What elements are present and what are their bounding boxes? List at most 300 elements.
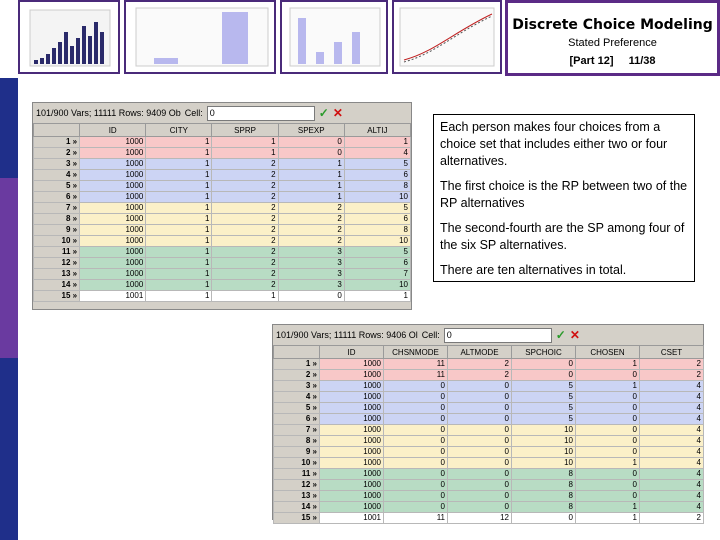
table-cell[interactable]: 1 — [146, 192, 212, 203]
column-header-altmode[interactable]: ALTMODE — [448, 346, 512, 359]
table-cell[interactable]: 1 — [344, 291, 410, 302]
table-cell[interactable]: 1001 — [80, 291, 146, 302]
table-cell[interactable]: 1 — [278, 159, 344, 170]
curve-thumbnail-icon — [394, 2, 500, 72]
thumbnail-bar-chart — [18, 0, 120, 74]
table-cell[interactable]: 8 — [512, 502, 576, 513]
table-cell[interactable]: 0 — [448, 469, 512, 480]
table-cell[interactable]: 10 — [512, 458, 576, 469]
table-row[interactable] — [34, 225, 411, 236]
table-cell[interactable]: 10 — [512, 436, 576, 447]
row-header[interactable] — [34, 214, 80, 225]
table-cell[interactable]: 10 — [344, 280, 410, 291]
table-row[interactable] — [274, 414, 704, 425]
table-cell[interactable]: 0 — [512, 359, 576, 370]
table-cell[interactable]: 1 — [146, 258, 212, 269]
table-cell[interactable]: 10 — [512, 425, 576, 436]
table-cell[interactable]: 0 — [448, 381, 512, 392]
table-cell[interactable]: 0 — [384, 491, 448, 502]
row-arrow-icon: » — [310, 403, 317, 412]
row-header[interactable] — [34, 269, 80, 280]
table-cell[interactable]: 10 — [344, 192, 410, 203]
row-header[interactable] — [34, 280, 80, 291]
table-cell[interactable]: 10 — [512, 447, 576, 458]
table-cell[interactable]: 1000 — [320, 414, 384, 425]
table-row[interactable] — [34, 159, 411, 170]
table-cell[interactable]: 0 — [384, 447, 448, 458]
table-cell[interactable]: 1 — [278, 192, 344, 203]
table-cell[interactable]: 1 — [576, 502, 640, 513]
table-cell[interactable]: 6 — [344, 258, 410, 269]
table-cell[interactable]: 1 — [146, 236, 212, 247]
table-cell[interactable]: 1000 — [320, 403, 384, 414]
row-arrow-icon: » — [70, 203, 78, 212]
row-header[interactable] — [34, 236, 80, 247]
table-cell[interactable]: 0 — [576, 392, 640, 403]
table-cell[interactable]: 0 — [512, 513, 576, 524]
thumbnail-histogram — [280, 0, 388, 74]
table-cell[interactable]: 2 — [212, 247, 278, 258]
row-arrow-icon: » — [310, 392, 317, 401]
table-cell[interactable]: 4 — [640, 502, 704, 513]
table-cell[interactable]: 1000 — [320, 458, 384, 469]
table-cell[interactable]: 1 — [146, 269, 212, 280]
table-cell[interactable]: 2 — [448, 370, 512, 381]
slide-title: Discrete Choice Modeling — [512, 17, 713, 33]
table-row[interactable] — [34, 192, 411, 203]
column-header-sprp[interactable]: SPRP — [212, 124, 278, 137]
table-cell[interactable]: 1 — [146, 280, 212, 291]
table-cell[interactable]: 1000 — [80, 148, 146, 159]
column-header-id[interactable]: ID — [80, 124, 146, 137]
table-cell[interactable]: 11 — [384, 359, 448, 370]
table-cell[interactable]: 4 — [640, 436, 704, 447]
row-number: 5 — [305, 403, 311, 412]
table-cell[interactable]: 2 — [212, 214, 278, 225]
table-cell[interactable]: 1000 — [320, 370, 384, 381]
table-cell[interactable]: 1 — [278, 181, 344, 192]
table-cell[interactable]: 0 — [384, 502, 448, 513]
table-cell[interactable]: 4 — [640, 480, 704, 491]
table-row[interactable] — [274, 381, 704, 392]
table-cell[interactable]: 2 — [212, 203, 278, 214]
column-header-spchoic[interactable]: SPCHOIC — [512, 346, 576, 359]
row-header[interactable] — [274, 392, 320, 403]
table-row[interactable] — [274, 425, 704, 436]
page-number: 11/38 — [628, 55, 656, 67]
corner-header — [34, 124, 80, 137]
bar-chart-thumbnail-icon — [20, 2, 118, 72]
table-row[interactable] — [34, 203, 411, 214]
table-cell[interactable]: 1 — [212, 137, 278, 148]
row-number: 6 — [305, 414, 311, 423]
table-cell[interactable]: 5 — [512, 403, 576, 414]
table-cell[interactable]: 2 — [212, 181, 278, 192]
table-cell[interactable]: 1000 — [80, 236, 146, 247]
table-cell[interactable]: 1 — [278, 170, 344, 181]
table-cell[interactable]: 2 — [278, 203, 344, 214]
table-cell[interactable]: 8 — [512, 469, 576, 480]
row-arrow-icon: » — [70, 291, 78, 300]
table-cell[interactable]: 2 — [640, 513, 704, 524]
table-row[interactable] — [34, 291, 411, 302]
table-row[interactable] — [34, 280, 411, 291]
thumbnail-bars — [124, 0, 276, 74]
table-cell[interactable]: 1 — [146, 225, 212, 236]
row-header[interactable] — [34, 181, 80, 192]
cell-input-2[interactable]: 0 — [444, 328, 552, 343]
cell-label-1: Cell: — [184, 108, 203, 118]
column-header-altij[interactable]: ALTIJ — [344, 124, 410, 137]
table-cell[interactable]: 4 — [640, 425, 704, 436]
table-cell[interactable]: 1 — [212, 148, 278, 159]
table-cell[interactable]: 1000 — [320, 381, 384, 392]
table-cell[interactable]: 1000 — [320, 480, 384, 491]
paragraph-rp: The first choice is the RP between two of the RP alternatives — [440, 179, 688, 210]
row-header[interactable] — [274, 414, 320, 425]
row-number: 10 — [61, 236, 71, 245]
table-cell[interactable]: 2 — [212, 159, 278, 170]
table-cell[interactable]: 2 — [278, 236, 344, 247]
table-cell[interactable]: 7 — [344, 269, 410, 280]
table-cell[interactable]: 6 — [344, 214, 410, 225]
table-cell[interactable]: 12 — [448, 513, 512, 524]
table-cell[interactable]: 5 — [344, 159, 410, 170]
table-cell[interactable]: 5 — [512, 381, 576, 392]
title-box — [505, 0, 720, 76]
row-header[interactable] — [34, 159, 80, 170]
table-cell[interactable]: 1000 — [320, 436, 384, 447]
table-cell[interactable]: 4 — [640, 403, 704, 414]
table-cell[interactable]: 0 — [576, 403, 640, 414]
table-cell[interactable]: 1 — [146, 247, 212, 258]
row-number: 4 — [305, 392, 311, 401]
row-number: 9 — [305, 447, 311, 456]
left-stripe-bottom — [0, 358, 18, 540]
row-number: 14 — [61, 280, 71, 289]
table-cell[interactable]: 1000 — [320, 425, 384, 436]
row-header[interactable] — [34, 192, 80, 203]
table-cell[interactable]: 0 — [384, 458, 448, 469]
table-cell[interactable]: 8 — [512, 480, 576, 491]
row-header[interactable] — [34, 291, 80, 302]
paragraph-total: There are ten alternatives in total. — [440, 263, 627, 277]
table-cell[interactable]: 3 — [278, 247, 344, 258]
table-cell[interactable]: 0 — [278, 291, 344, 302]
row-number: 11 — [301, 469, 311, 478]
table-row[interactable] — [274, 403, 704, 414]
table-cell[interactable]: 1001 — [320, 513, 384, 524]
table-cell[interactable]: 1 — [212, 291, 278, 302]
table-row[interactable] — [274, 392, 704, 403]
row-arrow-icon: » — [70, 258, 78, 267]
bars-thumbnail-icon — [126, 2, 274, 72]
grid-toolbar-2 — [273, 325, 703, 345]
column-header-cset[interactable]: CSET — [640, 346, 704, 359]
table-cell[interactable]: 1000 — [320, 392, 384, 403]
table-cell[interactable]: 1 — [146, 159, 212, 170]
row-arrow-icon: » — [310, 370, 317, 379]
table-row[interactable] — [274, 491, 704, 502]
table-cell[interactable]: 0 — [384, 403, 448, 414]
table-cell[interactable]: 2 — [640, 370, 704, 381]
table-cell[interactable]: 5 — [512, 414, 576, 425]
table-cell[interactable]: 4 — [640, 491, 704, 502]
table-row[interactable] — [34, 236, 411, 247]
table-cell[interactable]: 1 — [146, 137, 212, 148]
table-cell[interactable]: 3 — [278, 258, 344, 269]
row-number: 3 — [65, 159, 71, 168]
column-header-city[interactable]: CITY — [146, 124, 212, 137]
table-cell[interactable]: 0 — [448, 447, 512, 458]
table-cell[interactable]: 2 — [212, 269, 278, 280]
row-arrow-icon: » — [310, 513, 317, 522]
row-arrow-icon: » — [310, 425, 317, 434]
table-cell[interactable]: 2 — [640, 359, 704, 370]
table-cell[interactable]: 5 — [512, 392, 576, 403]
table-cell[interactable]: 3 — [278, 280, 344, 291]
table-row[interactable] — [274, 513, 704, 524]
table-row[interactable] — [34, 247, 411, 258]
table-cell[interactable]: 2 — [212, 170, 278, 181]
table-row[interactable] — [274, 447, 704, 458]
table-cell[interactable]: 3 — [278, 269, 344, 280]
table-cell[interactable]: 0 — [384, 414, 448, 425]
row-header[interactable] — [274, 480, 320, 491]
row-header[interactable] — [274, 359, 320, 370]
table-cell[interactable]: 1 — [146, 214, 212, 225]
table-cell[interactable]: 4 — [640, 414, 704, 425]
row-number: 8 — [65, 214, 71, 223]
table-cell[interactable]: 2 — [278, 214, 344, 225]
header-band — [0, 0, 720, 78]
table-cell[interactable]: 1000 — [80, 137, 146, 148]
row-arrow-icon: » — [310, 381, 317, 390]
table-cell[interactable]: 1 — [576, 513, 640, 524]
row-number: 1 — [305, 359, 311, 368]
table-row[interactable] — [34, 170, 411, 181]
row-arrow-icon: » — [70, 170, 78, 179]
row-header[interactable] — [34, 170, 80, 181]
table-row[interactable] — [34, 269, 411, 280]
row-number: 1 — [65, 137, 71, 146]
table-cell[interactable]: 0 — [448, 436, 512, 447]
row-header[interactable] — [274, 502, 320, 513]
table-cell[interactable]: 0 — [448, 392, 512, 403]
table-cell[interactable]: 1000 — [80, 181, 146, 192]
table-row[interactable] — [34, 181, 411, 192]
table-row[interactable] — [274, 502, 704, 513]
table-cell[interactable]: 1000 — [80, 170, 146, 181]
table-cell[interactable]: 1 — [576, 458, 640, 469]
table-cell[interactable]: 0 — [448, 458, 512, 469]
table-cell[interactable]: 4 — [640, 447, 704, 458]
table-cell[interactable]: 1000 — [80, 269, 146, 280]
table-cell[interactable]: 1 — [576, 359, 640, 370]
row-arrow-icon: » — [70, 214, 78, 223]
left-stripe-top — [0, 78, 18, 178]
row-arrow-icon: » — [70, 159, 78, 168]
table-row[interactable] — [274, 458, 704, 469]
table-cell[interactable]: 1000 — [80, 258, 146, 269]
table-cell[interactable]: 2 — [448, 359, 512, 370]
table-cell[interactable]: 0 — [448, 502, 512, 513]
row-header[interactable] — [34, 148, 80, 159]
data-table-2 — [273, 345, 704, 524]
table-cell[interactable]: 2 — [212, 225, 278, 236]
table-cell[interactable]: 0 — [576, 436, 640, 447]
row-header[interactable] — [34, 137, 80, 148]
table-cell[interactable]: 4 — [640, 469, 704, 480]
paragraph-choices: Each person makes four choices from a choice set that includes either two or four alternatives. — [440, 120, 668, 168]
table-cell[interactable]: 0 — [278, 148, 344, 159]
table-cell[interactable]: 1000 — [80, 203, 146, 214]
row-header[interactable] — [274, 458, 320, 469]
table-cell[interactable]: 8 — [344, 181, 410, 192]
table-cell[interactable]: 0 — [384, 480, 448, 491]
table-cell[interactable]: 1 — [146, 203, 212, 214]
table-cell[interactable]: 1 — [344, 137, 410, 148]
close-icon[interactable]: ✕ — [569, 328, 580, 342]
row-arrow-icon: » — [310, 502, 317, 511]
table-cell[interactable]: 1 — [146, 291, 212, 302]
table-row[interactable] — [34, 137, 411, 148]
row-header[interactable] — [34, 258, 80, 269]
table-cell[interactable]: 0 — [448, 425, 512, 436]
table-cell[interactable]: 4 — [640, 381, 704, 392]
table-cell[interactable]: 8 — [344, 225, 410, 236]
description-textbox — [433, 114, 695, 282]
column-header-id[interactable]: ID — [320, 346, 384, 359]
table-cell[interactable]: 2 — [212, 258, 278, 269]
table-cell[interactable]: 4 — [344, 148, 410, 159]
row-number: 15 — [61, 291, 71, 300]
table-row[interactable] — [34, 214, 411, 225]
table-cell[interactable]: 1000 — [320, 502, 384, 513]
row-header[interactable] — [274, 469, 320, 480]
row-header[interactable] — [34, 225, 80, 236]
table-cell[interactable]: 2 — [278, 225, 344, 236]
row-number: 11 — [61, 247, 71, 256]
grid-toolbar-1 — [33, 103, 411, 123]
table-cell[interactable]: 0 — [448, 403, 512, 414]
row-header[interactable] — [274, 447, 320, 458]
table-cell[interactable]: 1000 — [80, 247, 146, 258]
table-cell[interactable]: 4 — [640, 392, 704, 403]
row-arrow-icon: » — [70, 269, 78, 278]
table-cell[interactable]: 5 — [344, 247, 410, 258]
table-cell[interactable]: 1000 — [320, 447, 384, 458]
row-number: 12 — [301, 480, 311, 489]
column-header-chosen[interactable]: CHOSEN — [576, 346, 640, 359]
row-arrow-icon: » — [70, 181, 78, 190]
table-cell[interactable]: 1 — [576, 381, 640, 392]
table-cell[interactable]: 0 — [576, 447, 640, 458]
table-cell[interactable]: 1000 — [80, 280, 146, 291]
table-cell[interactable]: 0 — [448, 480, 512, 491]
table-row[interactable] — [274, 480, 704, 491]
check-icon[interactable]: ✓ — [318, 106, 329, 120]
table-cell[interactable]: 0 — [576, 480, 640, 491]
table-row[interactable] — [34, 148, 411, 159]
table-row[interactable] — [274, 359, 704, 370]
corner-header — [274, 346, 320, 359]
row-header[interactable] — [274, 436, 320, 447]
table-cell[interactable]: 5 — [344, 203, 410, 214]
table-cell[interactable]: 1 — [146, 148, 212, 159]
table-cell[interactable]: 1 — [146, 170, 212, 181]
row-number: 10 — [301, 458, 311, 467]
table-row[interactable] — [274, 436, 704, 447]
table-cell[interactable]: 0 — [448, 414, 512, 425]
row-header[interactable] — [274, 403, 320, 414]
table-cell[interactable]: 1000 — [320, 469, 384, 480]
table-cell[interactable]: 0 — [576, 370, 640, 381]
row-number: 15 — [301, 513, 311, 522]
table-cell[interactable]: 6 — [344, 170, 410, 181]
data-grid-window-2 — [272, 324, 704, 520]
table-cell[interactable]: 0 — [448, 491, 512, 502]
check-icon[interactable]: ✓ — [555, 328, 566, 342]
row-number: 12 — [61, 258, 71, 267]
table-cell[interactable]: 0 — [576, 425, 640, 436]
table-cell[interactable]: 8 — [512, 491, 576, 502]
table-cell[interactable]: 0 — [576, 469, 640, 480]
table-row[interactable] — [274, 469, 704, 480]
table-cell[interactable]: 1000 — [320, 491, 384, 502]
table-cell[interactable]: 0 — [576, 414, 640, 425]
table-cell[interactable]: 1000 — [80, 225, 146, 236]
table-cell[interactable]: 0 — [278, 137, 344, 148]
histogram-thumbnail-icon — [282, 2, 386, 72]
cell-input-1[interactable]: 0 — [207, 106, 315, 121]
row-header[interactable] — [34, 247, 80, 258]
table-cell[interactable]: 1000 — [80, 159, 146, 170]
table-cell[interactable]: 1000 — [80, 192, 146, 203]
row-header[interactable] — [274, 425, 320, 436]
table-row[interactable] — [34, 258, 411, 269]
table-cell[interactable]: 2 — [212, 236, 278, 247]
row-arrow-icon: » — [70, 137, 78, 146]
table-cell[interactable]: 4 — [640, 458, 704, 469]
table-row[interactable] — [274, 370, 704, 381]
row-header[interactable] — [274, 370, 320, 381]
row-header[interactable] — [274, 491, 320, 502]
table-cell[interactable]: 10 — [344, 236, 410, 247]
table-cell[interactable]: 11 — [384, 513, 448, 524]
table-cell[interactable]: 1000 — [80, 214, 146, 225]
table-cell[interactable]: 11 — [384, 370, 448, 381]
table-cell[interactable]: 0 — [576, 491, 640, 502]
column-header-spexp[interactable]: SPEXP — [278, 124, 344, 137]
close-icon[interactable]: ✕ — [332, 106, 343, 120]
table-cell[interactable]: 1000 — [320, 359, 384, 370]
column-header-chsnmode[interactable]: CHSNMODE — [384, 346, 448, 359]
table-cell[interactable]: 0 — [512, 370, 576, 381]
table-cell[interactable]: 0 — [384, 436, 448, 447]
row-header[interactable] — [274, 381, 320, 392]
table-cell[interactable]: 2 — [212, 280, 278, 291]
row-header[interactable] — [34, 203, 80, 214]
grid-status-2: 101/900 Vars; 11111 Rows: 9406 Ol — [276, 330, 418, 340]
table-cell[interactable]: 1 — [146, 181, 212, 192]
table-cell[interactable]: 2 — [212, 192, 278, 203]
table-cell[interactable]: 0 — [384, 425, 448, 436]
row-header[interactable] — [274, 513, 320, 524]
table-cell[interactable]: 0 — [384, 381, 448, 392]
table-cell[interactable]: 0 — [384, 392, 448, 403]
table-cell[interactable]: 0 — [384, 469, 448, 480]
